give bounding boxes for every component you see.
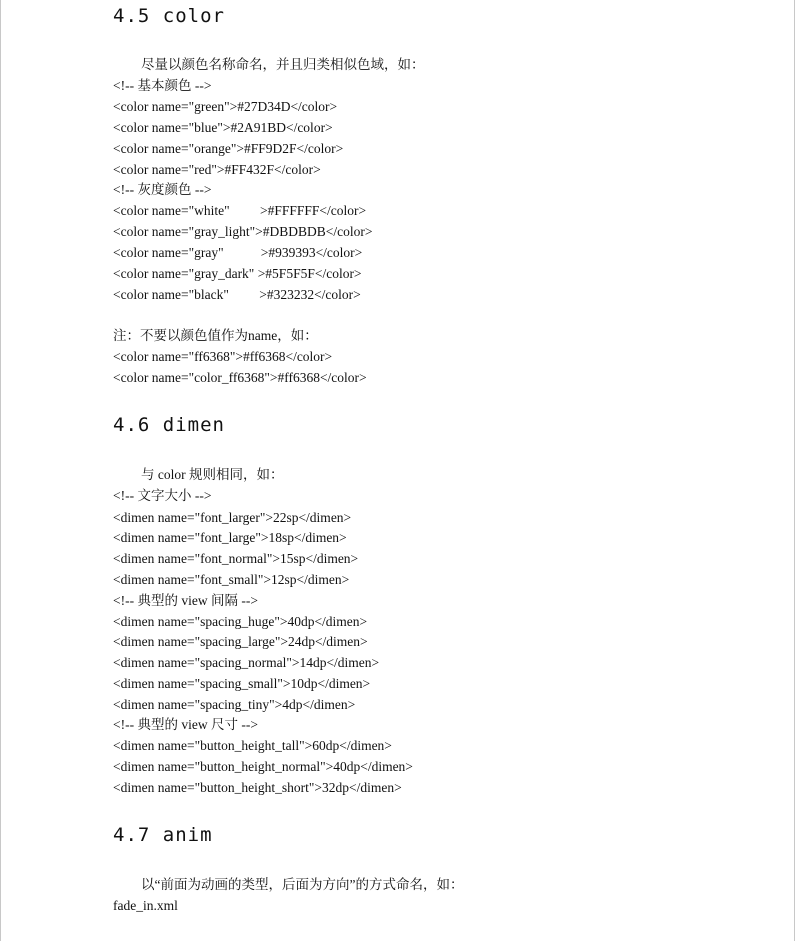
- code-line: <color name="blue">#2A91BD</color>: [113, 120, 333, 135]
- code-line: <dimen name="button_height_tall">60dp</dimen>: [113, 738, 392, 753]
- code-line: <color name="color_ff6368">#ff6368</color>: [113, 370, 367, 385]
- code-line: fade_in.xml: [113, 898, 178, 913]
- section-heading-anim: 4.7 anim: [113, 824, 213, 846]
- code-line: <dimen name="font_larger">22sp</dimen>: [113, 510, 352, 525]
- code-line: <color name="gray_dark" >#5F5F5F</color>: [113, 266, 362, 281]
- code-line: <color name="white" >#FFFFFF</color>: [113, 203, 367, 218]
- code-line: <color name="gray" >#939393</color>: [113, 245, 363, 260]
- code-line: <color name="green">#27D34D</color>: [113, 99, 338, 114]
- code-line: <dimen name="spacing_huge">40dp</dimen>: [113, 614, 368, 629]
- code-line: <color name="orange">#FF9D2F</color>: [113, 141, 344, 156]
- code-line: <dimen name="button_height_short">32dp</dimen>: [113, 780, 402, 795]
- code-line: <color name="ff6368">#ff6368</color>: [113, 349, 333, 364]
- section-heading-dimen: 4.6 dimen: [113, 414, 225, 436]
- code-line: <dimen name="spacing_normal">14dp</dimen>: [113, 655, 380, 670]
- code-line: <dimen name="spacing_tiny">4dp</dimen>: [113, 697, 356, 712]
- section-heading-color: 4.5 color: [113, 5, 225, 27]
- code-line: <dimen name="font_large">18sp</dimen>: [113, 530, 347, 545]
- code-line: <!-- 典型的 view 尺寸 -->: [113, 717, 258, 732]
- code-line: <color name="gray_light">#DBDBDB</color>: [113, 224, 373, 239]
- section-note-color: 注：不要以颜色值作为name，如：: [113, 328, 318, 343]
- section-intro-color: 尽量以颜色名称命名，并且归类相似色域，如：: [141, 57, 425, 72]
- section-intro-dimen: 与 color 规则相同，如：: [141, 467, 284, 482]
- code-line: <dimen name="font_small">12sp</dimen>: [113, 572, 350, 587]
- code-line: <!-- 文字大小 -->: [113, 488, 212, 503]
- code-line: <dimen name="button_height_normal">40dp</dimen>: [113, 759, 413, 774]
- code-line: <dimen name="spacing_small">10dp</dimen>: [113, 676, 371, 691]
- code-line: <color name="red">#FF432F</color>: [113, 162, 321, 177]
- code-line: <!-- 基本颜色 -->: [113, 78, 212, 93]
- code-line: <!-- 灰度颜色 -->: [113, 182, 212, 197]
- code-line: <!-- 典型的 view 间隔 -->: [113, 593, 258, 608]
- code-line: <color name="black" >#323232</color>: [113, 287, 361, 302]
- code-line: <dimen name="spacing_large">24dp</dimen>: [113, 634, 368, 649]
- section-intro-anim: 以“前面为动画的类型，后面为方向”的方式命名，如：: [141, 877, 464, 892]
- code-line: <dimen name="font_normal">15sp</dimen>: [113, 551, 359, 566]
